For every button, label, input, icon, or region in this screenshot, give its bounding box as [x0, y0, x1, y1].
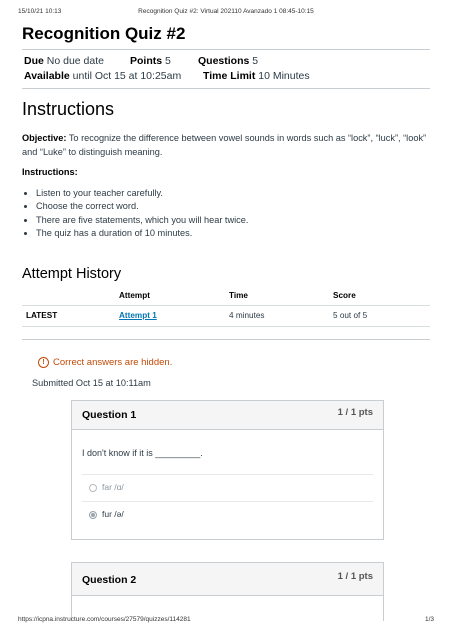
- divider: [22, 88, 430, 89]
- table-row: [22, 305, 430, 326]
- radio-unselected-icon[interactable]: [89, 484, 97, 492]
- attempt-score: 5 out of 5: [333, 305, 430, 326]
- submitted-text: Submitted Oct 15 at 10:11am: [32, 377, 151, 388]
- print-datetime: 15/10/21 10:13: [18, 8, 62, 15]
- latest-label: LATEST: [22, 305, 119, 326]
- list-item: • Listen to your teacher carefully.: [36, 187, 430, 201]
- print-header: [18, 8, 434, 20]
- hidden-answers-notice: [38, 357, 430, 368]
- question-header: [72, 401, 383, 430]
- answer-label: far /ɑ/: [102, 482, 124, 492]
- answer-option[interactable]: [72, 475, 383, 501]
- quiz-content: [22, 22, 430, 388]
- question-header: [72, 563, 383, 596]
- question-title: Question 2: [82, 574, 137, 586]
- question-body: [72, 430, 383, 528]
- questions-value: 5: [252, 55, 259, 67]
- instructions-heading: Instructions: [22, 99, 115, 119]
- attempt-time: 4 minutes: [229, 305, 333, 326]
- instructions-list: [22, 187, 430, 241]
- list-item: • There are five statements, which you will hear twice.: [36, 214, 430, 228]
- list-item: • Choose the correct word.: [36, 200, 430, 214]
- column-header-time: Time: [229, 290, 248, 300]
- attempt-history-table: [22, 291, 430, 327]
- due-value: No due date: [46, 55, 104, 67]
- print-url: https://icpna.instructure.com/courses/27579/quizzes/114281: [18, 616, 191, 623]
- question-card-2: [71, 562, 384, 621]
- time-limit-value: 10 Minutes: [258, 70, 310, 82]
- attempt-link[interactable]: Attempt 1: [119, 310, 157, 320]
- warning-circle-icon: !: [38, 357, 49, 368]
- available-label: Available: [24, 70, 70, 82]
- question-prompt: I don't know if it is _________.: [82, 448, 203, 458]
- page-title: Recognition Quiz #2: [22, 24, 186, 43]
- due-label: Due: [24, 55, 44, 67]
- page-number: 1/3: [424, 616, 434, 623]
- objective-label: Objective:: [22, 133, 67, 143]
- quiz-meta: [22, 50, 430, 88]
- radio-selected-icon[interactable]: [89, 511, 97, 519]
- question-points: 1 / 1 pts: [337, 407, 373, 418]
- questions-label: Questions: [198, 55, 250, 67]
- question-card-1: [71, 400, 384, 540]
- question-title: Question 1: [82, 409, 137, 421]
- points-value: 5: [165, 55, 171, 67]
- objective-text: To recognize the difference between vowel sounds in words such as “lock”, “luck”, “look” and “Luke” to distinguish meaning.: [22, 133, 427, 157]
- print-doc-title: Recognition Quiz #2: Virtual 202110 Avanzado 1 08:45-10:15: [138, 8, 314, 15]
- points-label: Points: [130, 55, 163, 67]
- table-header-row: [22, 291, 430, 306]
- instructions-list-label: Instructions:: [22, 167, 78, 177]
- available-value: until Oct 15 at 10:25am: [72, 70, 182, 82]
- answer-option[interactable]: [72, 502, 383, 528]
- question-points: 1 / 1 pts: [337, 571, 373, 582]
- divider: [22, 339, 430, 340]
- objective-paragraph: [22, 132, 430, 159]
- answer-label: fur /ə/: [102, 509, 124, 519]
- attempt-history-heading: Attempt History: [22, 265, 122, 282]
- column-header-score: Score: [333, 290, 356, 300]
- list-item: • The quiz has a duration of 10 minutes.: [36, 227, 430, 241]
- print-footer: [18, 616, 434, 628]
- column-header-attempt: Attempt: [119, 290, 150, 300]
- notice-text: Correct answers are hidden.: [53, 356, 173, 368]
- time-limit-label: Time Limit: [203, 70, 256, 82]
